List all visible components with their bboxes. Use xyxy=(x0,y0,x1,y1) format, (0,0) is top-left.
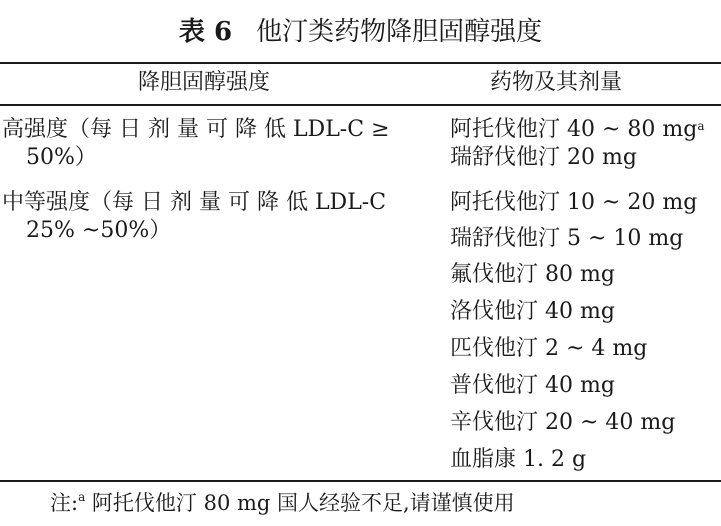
drug-item: 阿托伐他汀 40 ~ 80 $mg^a$ xyxy=(450,117,705,142)
drug-item: 阿托伐他汀 10 ~ 20 mg xyxy=(450,190,698,215)
drug-item: 氟伐他汀 80 mg xyxy=(450,262,615,287)
drug-item: 洛伐他汀 40 mg xyxy=(450,299,615,324)
drug-item: 瑞舒伐他汀 5 ~ 10 mg xyxy=(450,226,684,251)
footnote-marker: a xyxy=(697,119,705,133)
header-drugs: 药物及其剂量 xyxy=(490,70,623,95)
drug-item: 瑞舒伐他汀 20 mg xyxy=(450,145,637,170)
header-intensity: 降胆固醇强度 xyxy=(138,70,271,95)
intensity-text-line2: 50%） xyxy=(26,145,97,170)
intensity-text-line2: 25% ~50%） xyxy=(26,218,172,243)
top-rule xyxy=(0,62,721,64)
table-label: 表 6 xyxy=(178,17,233,47)
drug-item: 普伐他汀 40 mg xyxy=(450,373,615,398)
bottom-rule xyxy=(0,480,721,482)
row-high-intensity xyxy=(2,116,432,172)
drug-item: 血脂康 1. 2 g xyxy=(450,447,587,472)
row-moderate-intensity xyxy=(2,189,432,245)
table-title-text: 他汀类药物降胆固醇强度 xyxy=(256,17,543,47)
note-marker: a xyxy=(78,490,86,504)
drug-list-high xyxy=(450,116,720,172)
drug-list-moderate xyxy=(450,189,720,483)
intensity-text-line1: 中等强度（每 日 剂 量 可 降 低 LDL-C xyxy=(2,190,387,215)
note-prefix: 注: xyxy=(50,491,79,515)
table-footnote xyxy=(50,487,515,519)
drug-item: 辛伐他汀 20 ~ 40 mg xyxy=(450,410,676,435)
intensity-text-line1: 高强度（每 日 剂 量 可 降 低 LDL-C ≥ xyxy=(2,117,390,142)
drug-item: 匹伐他汀 2 ~ 4 mg xyxy=(450,336,648,361)
header-rule xyxy=(0,104,721,106)
table-title xyxy=(0,16,721,48)
note-text: 阿托伐他汀 80 mg 国人经验不足,请谨慎使用 xyxy=(85,491,515,515)
